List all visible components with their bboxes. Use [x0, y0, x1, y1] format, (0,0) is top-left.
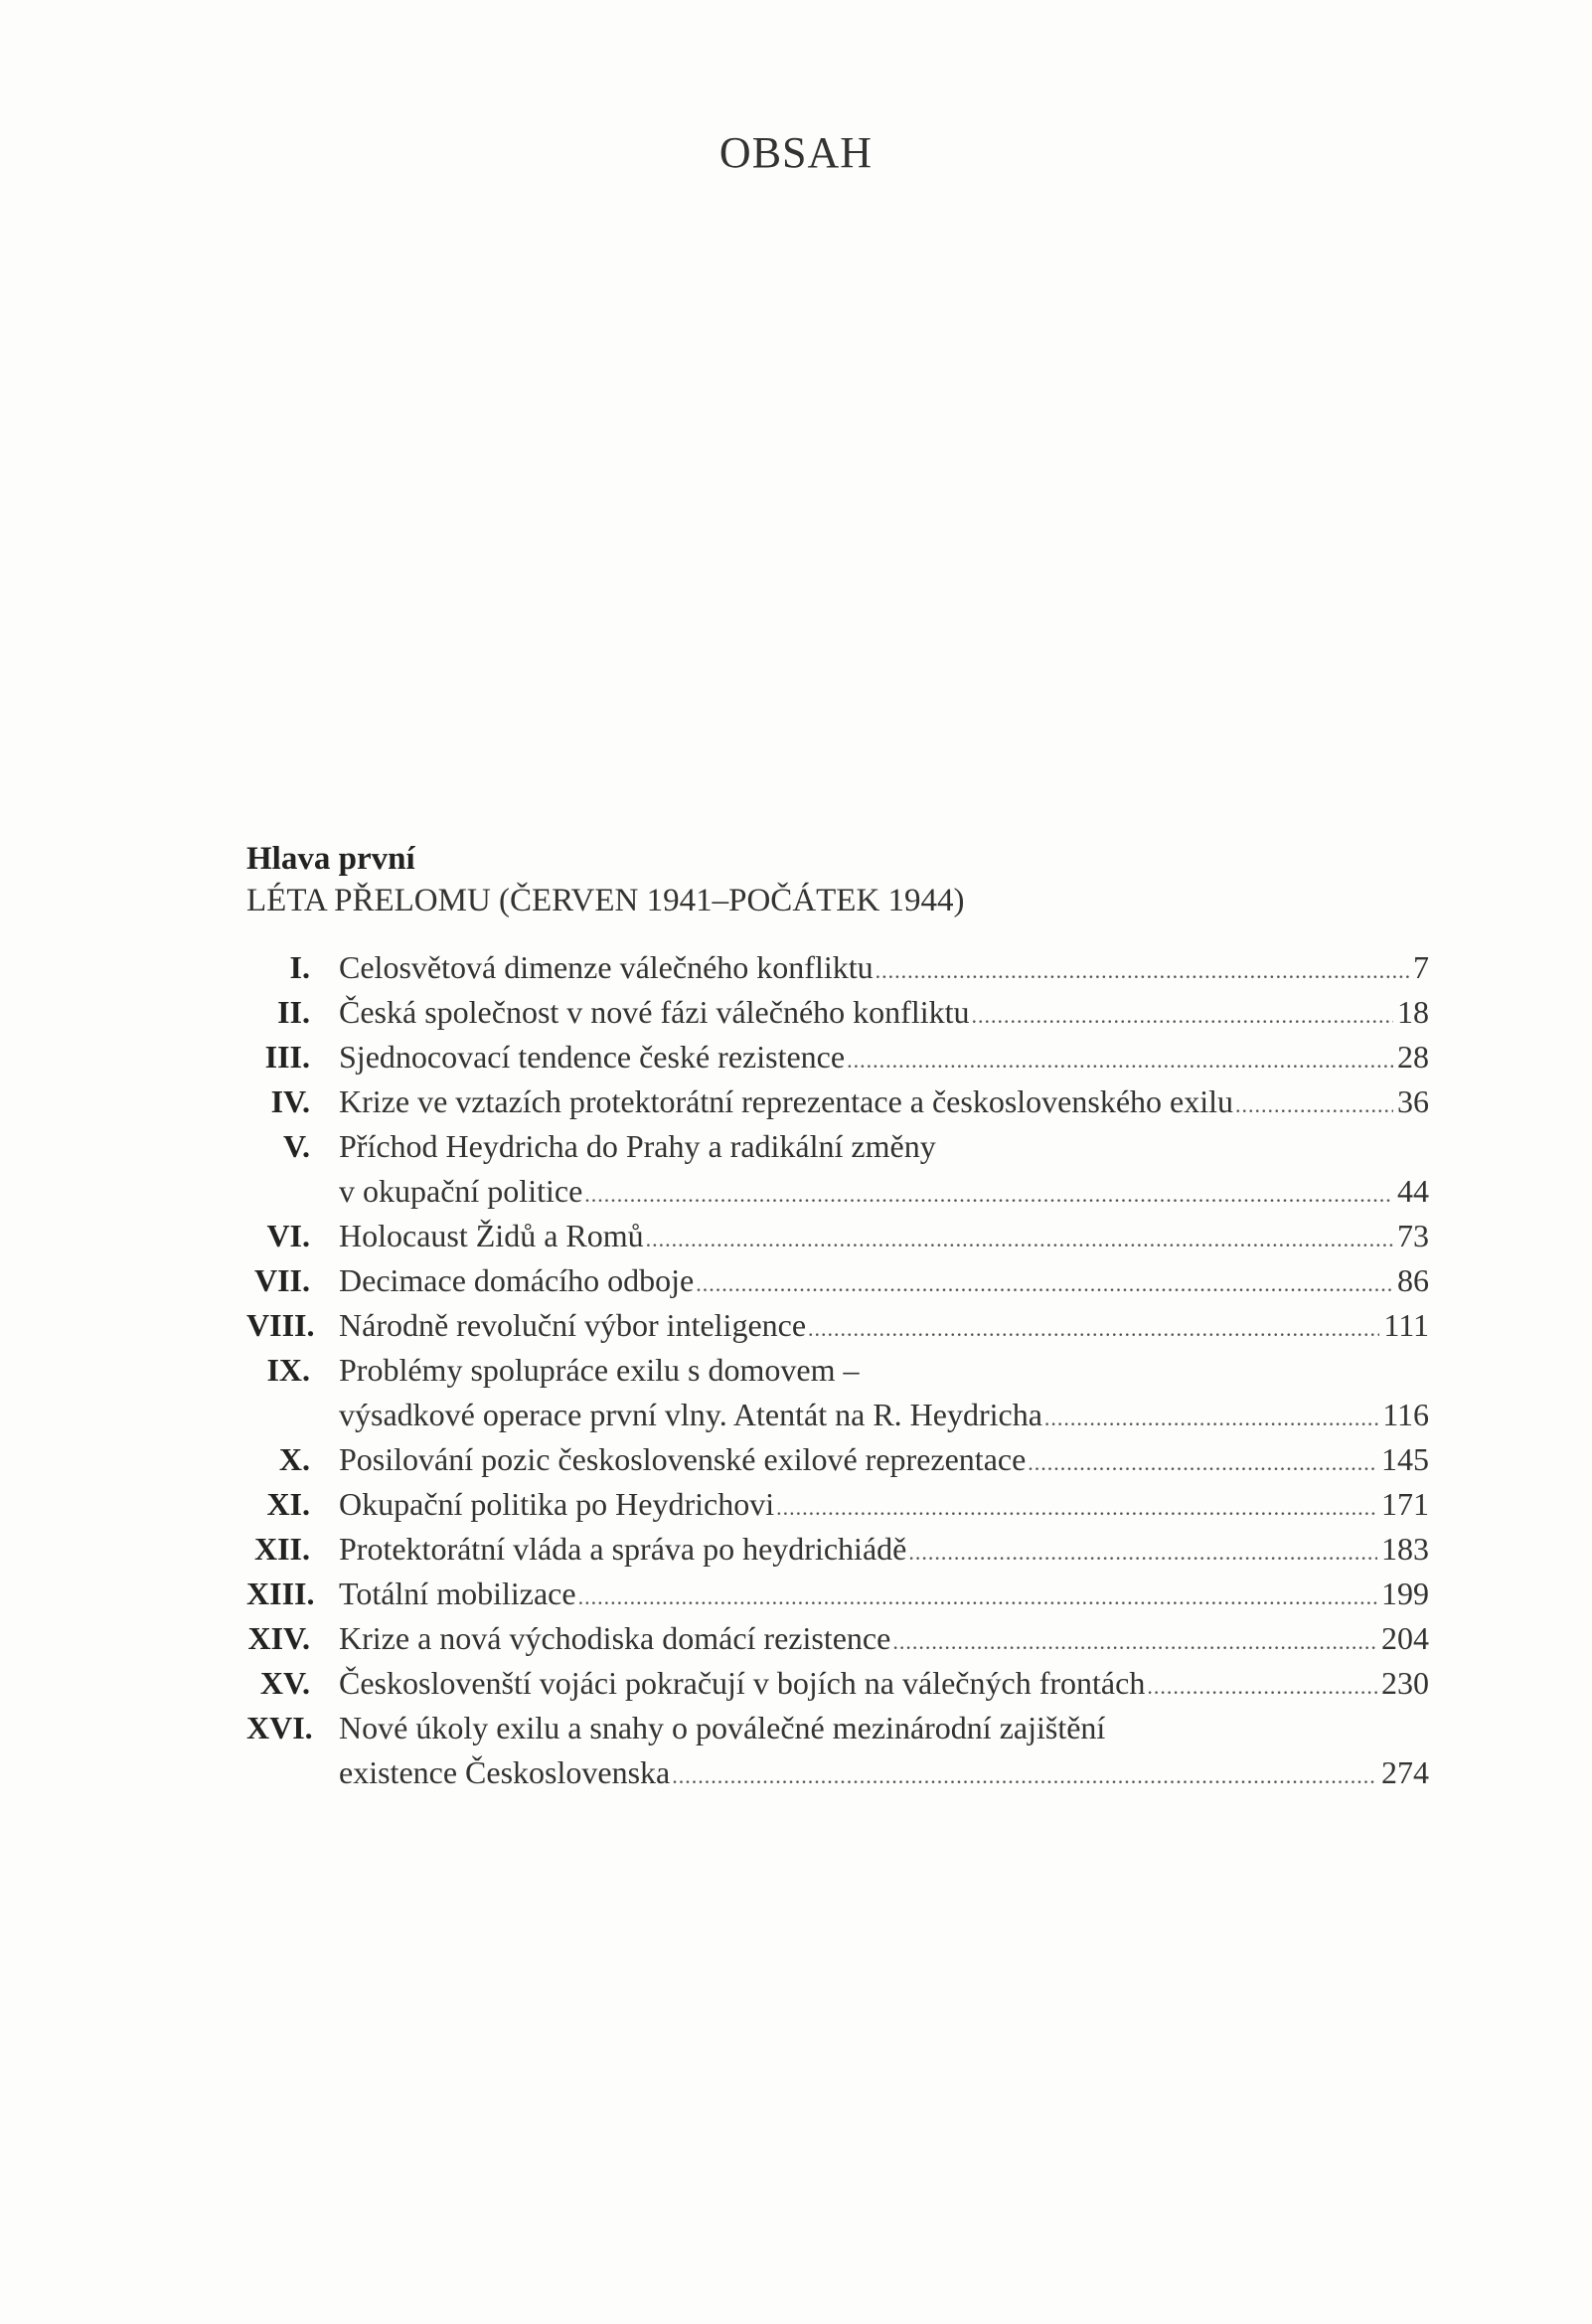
chapter-title-continued: existence Československa	[339, 1754, 671, 1790]
chapter-numeral: VI.	[266, 1218, 310, 1253]
page-number: 7	[1413, 949, 1429, 985]
toc-entry-11	[246, 1482, 1429, 1527]
chapter-numeral: XVI.	[246, 1710, 313, 1745]
chapter-title: Decimace domácího odboje	[339, 1262, 695, 1298]
dot-leader	[892, 1619, 1377, 1664]
chapter-title: Nové úkoly exilu a snahy o poválečné mezinárodní zajištění	[339, 1710, 1106, 1745]
dot-leader	[876, 948, 1409, 993]
toc-entry-7	[246, 1258, 1429, 1303]
page-number: 204	[1381, 1620, 1429, 1656]
chapter-numeral: VII.	[253, 1262, 310, 1298]
chapter-numeral: XV.	[259, 1665, 310, 1701]
chapter-title-continued: v okupační politice	[339, 1173, 583, 1209]
dot-leader	[776, 1485, 1377, 1530]
dot-leader	[847, 1038, 1393, 1082]
page-number: 36	[1397, 1083, 1429, 1119]
toc-entry-13	[246, 1572, 1429, 1616]
dot-leader	[646, 1217, 1393, 1261]
chapter-numeral: XIV.	[247, 1620, 310, 1656]
page-number: 183	[1381, 1531, 1429, 1567]
toc-entry-12	[246, 1527, 1429, 1572]
toc-entry-4	[246, 1079, 1429, 1124]
dot-leader	[808, 1306, 1379, 1351]
toc-entry-15	[246, 1661, 1429, 1706]
chapter-title: Holocaust Židů a Romů	[339, 1218, 644, 1253]
chapter-numeral: IV.	[270, 1083, 310, 1119]
toc-entry-2	[246, 990, 1429, 1035]
dot-leader	[578, 1575, 1377, 1619]
part-subtitle: LÉTA PŘELOMU (ČERVEN 1941–POČÁTEK 1944)	[246, 883, 965, 918]
chapter-title: Českoslovenští vojáci pokračují v bojích na válečných frontách	[339, 1665, 1146, 1701]
page-number: 199	[1381, 1576, 1429, 1611]
toc-entry-9	[246, 1348, 1429, 1437]
toc-entry-14	[246, 1616, 1429, 1661]
chapter-title: Národně revoluční výbor inteligence	[339, 1307, 807, 1343]
chapter-numeral: XIII.	[246, 1576, 315, 1611]
table-of-contents	[246, 945, 1429, 1795]
page-number: 28	[1397, 1039, 1429, 1075]
toc-entry-10	[246, 1437, 1429, 1482]
chapter-title: Celosvětová dimenze válečného konfliktu	[339, 949, 874, 985]
page-number: 86	[1397, 1262, 1429, 1298]
page-number: 116	[1382, 1397, 1429, 1432]
chapter-title: Posilování pozic československé exilové reprezentace	[339, 1441, 1027, 1477]
chapter-title: Česká společnost v nové fázi válečného konfliktu	[339, 994, 970, 1030]
dot-leader	[584, 1172, 1393, 1217]
chapter-title: Problémy spolupráce exilu s domovem –	[339, 1352, 860, 1388]
chapter-title-continued: výsadkové operace první vlny. Atentát na R. Heydricha	[339, 1397, 1042, 1432]
toc-entry-1	[246, 945, 1429, 990]
dot-leader	[1147, 1664, 1377, 1709]
dot-leader	[1235, 1082, 1393, 1127]
toc-entry-3	[246, 1035, 1429, 1079]
chapter-title: Krize ve vztazích protektorátní reprezentace a československého exilu	[339, 1083, 1234, 1119]
page-number: 18	[1397, 994, 1429, 1030]
chapter-title: Okupační politika po Heydrichovi	[339, 1486, 775, 1522]
dot-leader	[971, 993, 1393, 1038]
chapter-numeral: X.	[278, 1441, 310, 1477]
toc-entry-16	[246, 1706, 1429, 1795]
chapter-numeral: XII.	[253, 1531, 310, 1567]
toc-entry-8	[246, 1303, 1429, 1348]
toc-entry-5	[246, 1124, 1429, 1214]
page-number: 171	[1381, 1486, 1429, 1522]
page-number: 145	[1381, 1441, 1429, 1477]
chapter-title: Sjednocovací tendence české rezistence	[339, 1039, 846, 1075]
dot-leader	[696, 1261, 1393, 1306]
page-number: 274	[1381, 1754, 1429, 1790]
chapter-numeral: I.	[289, 949, 310, 985]
chapter-numeral: III.	[264, 1039, 310, 1075]
chapter-numeral: II.	[277, 994, 310, 1030]
dot-leader	[908, 1530, 1377, 1575]
page-number: 111	[1383, 1307, 1429, 1343]
chapter-title: Protektorátní vláda a správa po heydrichiádě	[339, 1531, 907, 1567]
chapter-numeral: XI.	[266, 1486, 310, 1522]
chapter-title: Totální mobilizace	[339, 1576, 576, 1611]
page-title: OBSAH	[718, 128, 874, 177]
dot-leader	[672, 1753, 1377, 1798]
toc-entry-6	[246, 1214, 1429, 1258]
chapter-numeral: V.	[283, 1128, 310, 1164]
chapter-title: Krize a nová východiska domácí rezistence	[339, 1620, 891, 1656]
part-label: Hlava první	[246, 841, 415, 877]
page-number: 44	[1397, 1173, 1429, 1209]
chapter-title: Příchod Heydricha do Prahy a radikální změny	[339, 1128, 936, 1164]
dot-leader	[1044, 1396, 1378, 1440]
chapter-numeral: VIII.	[246, 1307, 315, 1343]
dot-leader	[1028, 1440, 1377, 1485]
chapter-numeral: IX.	[266, 1352, 310, 1388]
page-number: 73	[1397, 1218, 1429, 1253]
page-number: 230	[1381, 1665, 1429, 1701]
